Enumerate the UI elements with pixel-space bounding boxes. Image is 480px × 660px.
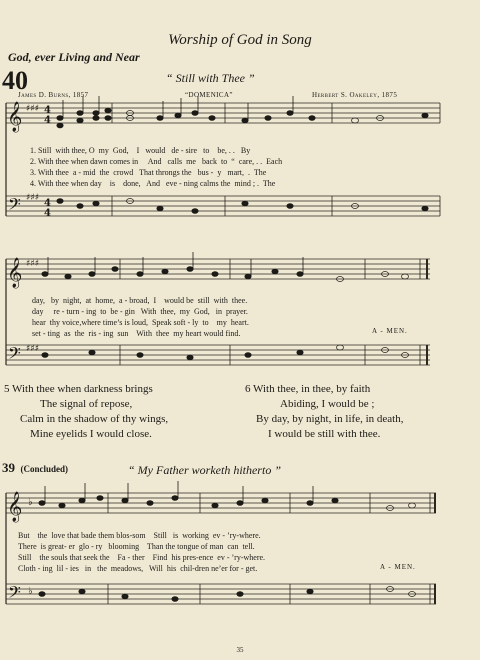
key-signature-sharps-icon: ♯♯♯ (26, 259, 40, 269)
section-subtitle: God, ever Living and Near (8, 50, 140, 64)
lyric-line-verse-1: But the love that bade them blos-som Still is working ev - ’ry-where. (18, 531, 261, 540)
bass-clef-icon: 𝄢 (8, 343, 21, 367)
hymn-40-tune: “DOMENICA” (185, 91, 233, 99)
bass-clef-icon: 𝄢 (8, 582, 21, 606)
svg-text:4: 4 (44, 208, 51, 219)
verse-5-line: 5 With thee when darkness brings (4, 383, 153, 395)
verse-6-line: By day, by night, in life, in death, (256, 413, 404, 425)
key-signature-flat-icon: ♭ (28, 497, 33, 508)
concluded-label: Concluded (23, 464, 66, 474)
treble-clef-icon: 𝄞 (7, 492, 23, 522)
treble-clef-icon: 𝄞 (7, 258, 23, 288)
lyric-line-verse-3: Still the souls that seek the Fa - ther Find his pres-ence ev - ’ry-where. (18, 553, 266, 562)
verse-5-line: The signal of repose, (40, 398, 133, 410)
hymn-40-composer: Herbert S. Oakeley, 1875 (312, 91, 398, 99)
verse-6-line: 6 With thee, in thee, by faith (245, 383, 371, 395)
verse-6-line: I would be still with thee. (268, 428, 381, 440)
lyric-line-verse-4: 4. With thee when day is done, And eve - ning calms the mind ; . The (30, 179, 276, 188)
time-signature-icon: 4 (44, 105, 51, 116)
section-title: Worship of God in Song (168, 32, 312, 48)
staff-bass-2 (6, 345, 430, 365)
treble-clef-icon: 𝄞 (7, 102, 23, 132)
bass-clef-icon: 𝄢 (8, 194, 21, 218)
lyric-line-verse-2: 2. With thee when dawn comes in And calls me back to “ care, . . Each (30, 157, 283, 166)
lyric-line-verse-1: day, by night, at home, a - broad, I would be still with thee. (32, 296, 248, 305)
hymn-number-40: 40 (2, 66, 28, 95)
verse-6-line: Abiding, I would be ; (280, 398, 375, 410)
hymn-40-author: James D. Burns, 1857 (18, 91, 89, 99)
lyric-line-verse-4: Cloth - ing lil - ies in the meadows, Will his chil-dren ne’er for - get. (18, 564, 258, 573)
staff-bass-1 (6, 196, 440, 216)
svg-text:4: 4 (44, 198, 51, 209)
lyric-line-verse-2: There is great- er glo - ry blooming Than the tongue of man can tell. (18, 542, 255, 551)
key-signature-flat-icon: ♭ (28, 586, 33, 597)
verse-5-line: Mine eyelids I would close. (30, 428, 152, 440)
amen-label: A - MEN. (372, 327, 408, 335)
lyric-line-verse-1: 1. Still with thee, O my God, I would de - sire to be, . . By (30, 146, 251, 155)
hymn-39-title: “ My Father worketh hitherto ” (128, 463, 281, 477)
hymn-39-header: 39 (Concluded) (2, 460, 69, 475)
amen-label: A - MEN. (380, 563, 416, 571)
staff-treble-3 (6, 493, 436, 513)
lyric-line-verse-4: set - ting as the ris - ing sun With thee my heart would find. (32, 329, 241, 338)
hymn-number-39: 39 (2, 460, 15, 475)
lyric-line-verse-3: 3. With thee a - mid the crowd That throngs the bus - y mart, . The (30, 168, 267, 177)
svg-text:4: 4 (44, 115, 51, 126)
staff-bass-3 (6, 584, 436, 604)
lyric-line-verse-2: day re - turn - ing to be - gin With thee, my God, in prayer. (32, 307, 248, 316)
key-signature-sharps-icon: ♯♯♯ (26, 344, 40, 354)
page-number: 35 (236, 646, 244, 654)
key-signature-sharps-icon: ♯♯♯ (26, 104, 40, 114)
verse-5-line: Calm in the shadow of thy wings, (20, 413, 169, 425)
key-signature-sharps-icon: ♯♯♯ (26, 193, 40, 203)
lyric-line-verse-3: hear thy voice,where time’s is loud, Speak soft - ly to my heart. (32, 318, 249, 327)
hymn-40-title: “ Still with Thee ” (166, 71, 255, 85)
staff-treble-1 (6, 103, 440, 123)
